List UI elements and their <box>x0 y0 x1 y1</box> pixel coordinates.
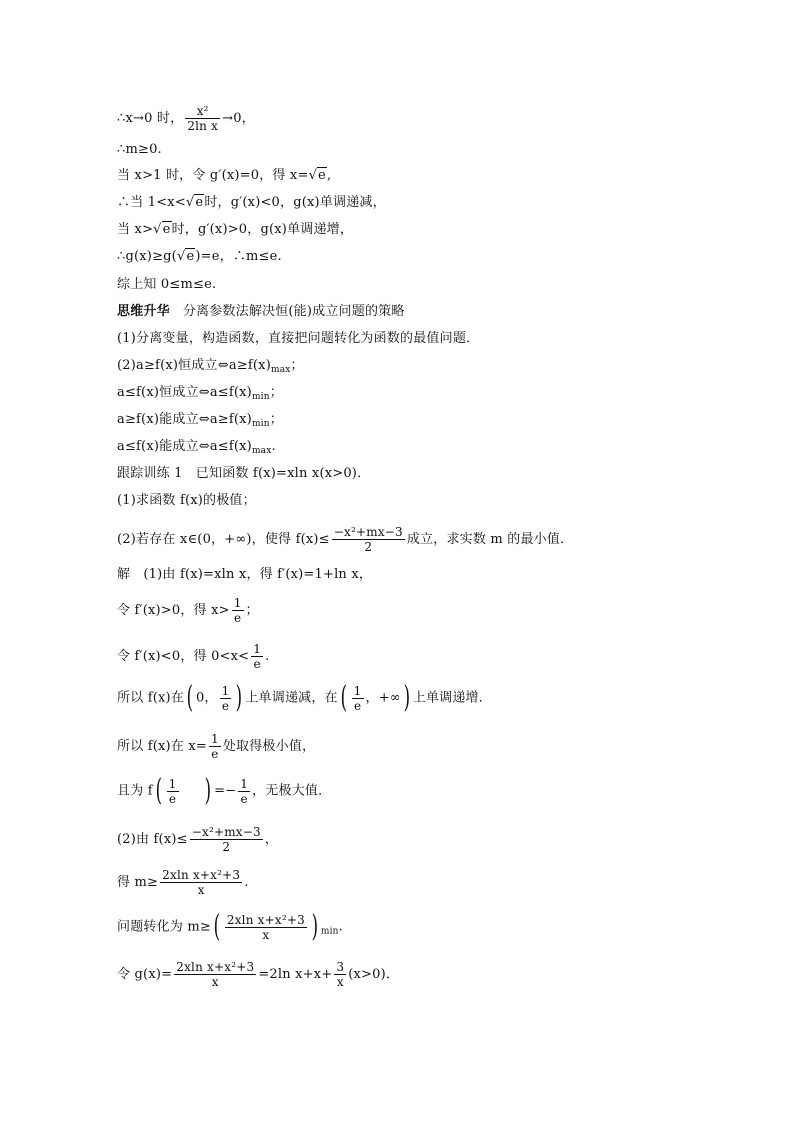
left-paren: ( <box>186 680 194 715</box>
fraction <box>232 596 244 625</box>
text: (2)若存在 x∈(0，+∞)，使得 f(x)≤ <box>117 532 330 547</box>
text: ， <box>264 832 279 847</box>
text: =2ln x+x+ <box>258 967 333 982</box>
fraction <box>185 104 220 133</box>
radicand: e <box>318 168 326 183</box>
text: . <box>244 875 249 890</box>
line-m-inequality <box>117 868 249 897</box>
right-paren: ) <box>236 680 243 715</box>
text: ∴g(x)≥g( <box>117 249 177 264</box>
text: ； <box>269 412 283 427</box>
summary-subtitle: 分离参数法解决恒(能)成立问题的策略 <box>182 304 405 319</box>
fraction <box>225 913 307 942</box>
numerator: 2xln x+x²+3 <box>226 912 305 927</box>
denominator: x <box>211 975 219 989</box>
subscript: max <box>270 365 291 375</box>
text: ； <box>269 385 283 400</box>
fraction <box>334 960 346 989</box>
denominator: e <box>233 611 242 625</box>
fraction <box>332 525 405 554</box>
numerator: x² <box>185 104 220 119</box>
text: 所以 f(x)在 x= <box>117 739 207 754</box>
line-monotonicity <box>117 680 492 715</box>
text: 所以 f(x)在 <box>117 690 185 706</box>
text: ； <box>245 603 259 618</box>
text: 时，g′(x)<0，g(x)单调递减， <box>204 195 386 210</box>
numerator: 3 <box>336 960 345 974</box>
radicand: e <box>195 195 204 210</box>
text: 处取得极小值， <box>222 739 316 754</box>
summary-title: 思维升华 <box>117 304 170 319</box>
radicand: e <box>162 222 171 237</box>
line-gmin <box>117 249 282 265</box>
subscript: min <box>251 392 270 402</box>
line-question-2 <box>117 525 573 554</box>
text: 解 (1)由 f(x)=xln x，得 f′(x)=1+ln x， <box>117 567 373 582</box>
text: 上单调递减，在 <box>245 690 338 706</box>
numerator: 1 <box>221 683 230 698</box>
subscript: min <box>251 419 270 429</box>
text: ∴x→0 时， <box>117 111 184 126</box>
numerator: 1 <box>253 642 262 656</box>
denominator: e <box>168 791 177 806</box>
numerator: −x²+mx−3 <box>191 825 261 839</box>
fraction <box>160 868 242 897</box>
text: 问题转化为 m≥ <box>117 919 211 935</box>
line-strategy-1 <box>117 331 479 347</box>
numerator: 2xln x+x²+3 <box>176 960 255 974</box>
text: 上单调递增． <box>412 690 492 706</box>
line-minimum-value <box>117 773 332 808</box>
numerator: 1 <box>233 596 242 610</box>
fraction <box>167 777 179 806</box>
denominator: x <box>197 883 205 897</box>
text: . <box>265 649 270 664</box>
numerator: 1 <box>168 776 177 791</box>
text: →0， <box>222 111 255 126</box>
numerator: 1 <box>240 776 249 791</box>
text: 时，g′(x)>0，g(x)单调递增， <box>171 222 354 237</box>
line-increasing <box>117 222 353 238</box>
line-derivative-negative <box>117 642 269 671</box>
text: 当 x> <box>117 222 154 237</box>
text: , <box>326 168 332 183</box>
sqrt: √e <box>308 168 326 183</box>
text: ∴m≥0. <box>117 142 162 157</box>
line-derivative-positive <box>117 596 259 625</box>
text: (2)由 f(x)≤ <box>117 832 188 847</box>
text: (2)a≥f(x)恒成立⇔a≥f(x) <box>117 358 271 373</box>
right-paren: ) <box>204 773 212 808</box>
text: ，+∞ <box>365 690 401 706</box>
text: (x>0)． <box>348 967 400 982</box>
denominator: 2 <box>364 540 373 554</box>
fraction <box>209 732 221 761</box>
fraction <box>251 642 263 671</box>
line-limit <box>117 104 255 133</box>
fraction <box>174 960 256 989</box>
text: (1)分离变量，构造函数，直接把问题转化为函数的最值问题． <box>117 331 480 346</box>
text: ，无极大值． <box>252 783 332 799</box>
right-paren: ) <box>311 909 319 944</box>
sqrt: √e <box>176 249 195 264</box>
text: 当 x>1 时，令 g′(x)=0，得 x= <box>117 168 309 183</box>
numerator: −x²+mx−3 <box>333 525 403 539</box>
text: . <box>271 439 276 454</box>
text: a≤f(x)恒成立⇔a≤f(x) <box>117 385 252 400</box>
text: 且为 f <box>117 783 153 799</box>
line-strategy-3 <box>117 385 283 405</box>
line-strategy-5 <box>117 439 276 459</box>
line-transform <box>117 909 343 944</box>
line-strategy-4 <box>117 412 283 432</box>
denominator: e <box>253 657 261 671</box>
text: 成立，求实数 m 的最小值． <box>406 532 574 547</box>
text: 0， <box>195 690 218 706</box>
line-summary-heading <box>117 304 405 320</box>
line-decreasing <box>117 195 386 211</box>
text: (1)求函数 f(x)的极值； <box>117 493 256 508</box>
text: 跟踪训练 1 已知函数 f(x)=xln x(x>0)． <box>117 466 371 481</box>
text: )=e，∴m≤e. <box>195 249 282 264</box>
denominator: e <box>353 698 362 713</box>
fraction <box>190 825 263 854</box>
right-paren: ) <box>403 680 411 715</box>
sqrt: √e <box>185 195 204 210</box>
denominator: x <box>262 927 270 942</box>
line-question-1 <box>117 493 256 509</box>
fraction <box>352 684 364 713</box>
text: a≥f(x)能成立⇔a≥f(x) <box>117 412 252 427</box>
text: 令 g(x)= <box>117 967 173 982</box>
numerator: 1 <box>210 732 219 746</box>
fraction <box>220 684 232 713</box>
line-define-g <box>117 960 399 989</box>
text: 令 f′(x)>0，得 x> <box>117 603 230 618</box>
fraction <box>238 777 250 806</box>
text: ； <box>290 358 304 373</box>
text: a≤f(x)能成立⇔a≤f(x) <box>117 439 252 454</box>
subscript: min <box>320 926 339 937</box>
left-paren: ( <box>213 909 221 944</box>
line-solution-1 <box>117 567 372 583</box>
line-conclusion <box>117 277 216 293</box>
denominator: 2 <box>222 840 231 854</box>
radicand: e <box>186 249 195 264</box>
text: ∴当 1<x< <box>117 195 186 210</box>
line-part2-start <box>117 825 278 854</box>
numerator: 1 <box>353 683 362 698</box>
line-m-ge-0 <box>117 142 162 158</box>
line-strategy-2 <box>117 358 304 378</box>
text: 得 m≥ <box>117 875 159 890</box>
denominator: e <box>221 698 230 713</box>
text: 令 f′(x)<0，得 0<x< <box>117 649 250 664</box>
numerator: 2xln x+x²+3 <box>162 868 241 882</box>
left-paren: ( <box>340 680 347 715</box>
subscript: max <box>251 446 272 456</box>
denominator: e <box>211 747 219 761</box>
line-exercise-title <box>117 466 370 482</box>
text: 综上知 0≤m≤e. <box>117 277 217 292</box>
denominator: e <box>240 791 248 806</box>
line-minimum-point <box>117 732 315 761</box>
sqrt: √e <box>153 222 171 237</box>
left-paren: ( <box>155 773 162 808</box>
line-derivative-zero <box>117 168 331 184</box>
denominator: 2ln x <box>187 119 219 133</box>
text: . <box>338 919 343 935</box>
denominator: x <box>336 975 344 989</box>
text: =− <box>214 783 237 799</box>
